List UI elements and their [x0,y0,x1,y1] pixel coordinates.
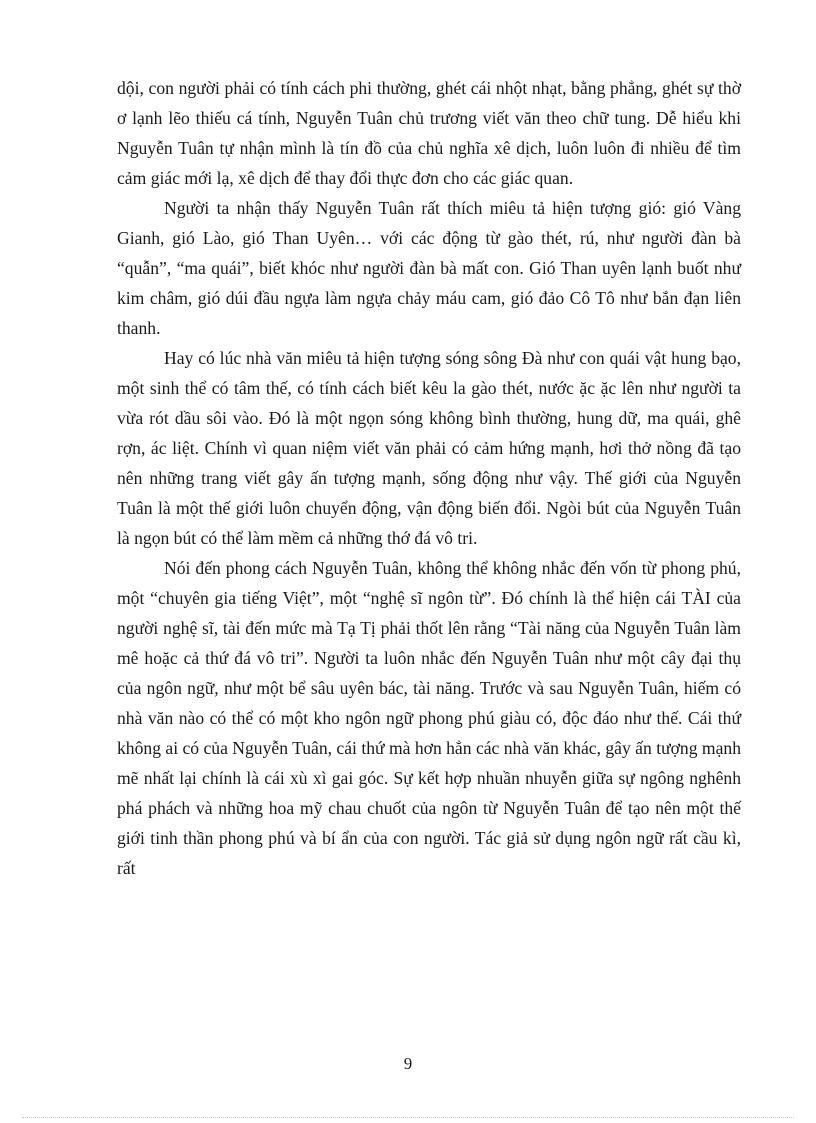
paragraph-style: Nói đến phong cách Nguyễn Tuân, không thể không nhắc đến vốn từ phong phú, một “chuyên gia tiếng Việt”, một “nghệ sĩ ngôn từ”. Đó chính là thể hiện cái TÀI của người nghệ sĩ, tài đến mức mà Tạ Tị phải thốt lên rằng “Tài năng của Nguyễn Tuân làm mê hoặc cả thứ đá vô tri”. Người ta luôn nhắc đến Nguyễn Tuân như một cây đại thụ của ngôn ngữ, như một bể sâu uyên bác, tài năng. Trước và sau Nguyễn Tuân, hiếm có nhà văn nào có thể có một kho ngôn ngữ phong phú giàu có, độc đáo như thế. Cái thứ không ai có của Nguyễn Tuân, cái thứ mà hơn hẳn các nhà văn khác, gây ấn tượng mạnh mẽ nhất lại chính là cái xù xì gai góc. Sự kết hợp nhuần nhuyễn giữa sự ngông nghênh phá phách và những hoa mỹ chau chuốt của ngôn từ Nguyễn Tuân để tạo nên một thế giới tinh thần phong phú và bí ẩn của con người. Tác giả sử dụng ngôn ngữ rất cầu kì, rất [117,558,741,878]
paragraph-wind: Người ta nhận thấy Nguyễn Tuân rất thích miêu tả hiện tượng gió: gió Vàng Gianh, gió Lào, gió Than Uyên… với các động từ gào thét, rú, như người đàn bà “quẫn”, “ma quái”, biết khóc như người đàn bà mất con. Gió Than uyên lạnh buốt như kim châm, gió dúi đầu ngựa làm ngựa chảy máu cam, gió đảo Cô Tô như bắn đạn liên thanh. [117,198,741,338]
page-number: 9 [403,1054,413,1073]
paragraph-waves: Hay có lúc nhà văn miêu tả hiện tượng sóng sông Đà như con quái vật hung bạo, một sinh thể có tâm thế, có tính cách biết kêu la gào thét, nước ặc ặc lên như người ta vừa rót dầu sôi vào. Đó là một ngọn sóng không bình thường, hung dữ, ma quái, ghê rợn, ác liệt. Chính vì quan niệm viết văn phải có cảm hứng mạnh, hơi thở nồng đã tạo nên những trang viết gây ấn tượng mạnh, sống động như vậy. Thế giới của Nguyễn Tuân là một thế giới luôn chuyển động, vận động biến đổi. Ngòi bút của Nguyễn Tuân là ngọn bút có thể làm mềm cả những thớ đá vô tri. [117,348,741,548]
paragraph-continued: dội, con người phải có tính cách phi thường, ghét cái nhột nhạt, bằng phẳng, ghét sự thờ ơ lạnh lẽo thiếu cá tính, Nguyễn Tuân chủ trương viết văn theo chữ tung. Dễ hiểu khi Nguyễn Tuân tự nhận mình là tín đồ của chủ nghĩa xê dịch, luôn luôn đi nhiều để tìm cảm giác mới lạ, xê dịch để thay đổi thực đơn cho các giác quan. [117,78,741,188]
body-text [117,73,741,883]
page-bottom-divider [22,1117,794,1118]
